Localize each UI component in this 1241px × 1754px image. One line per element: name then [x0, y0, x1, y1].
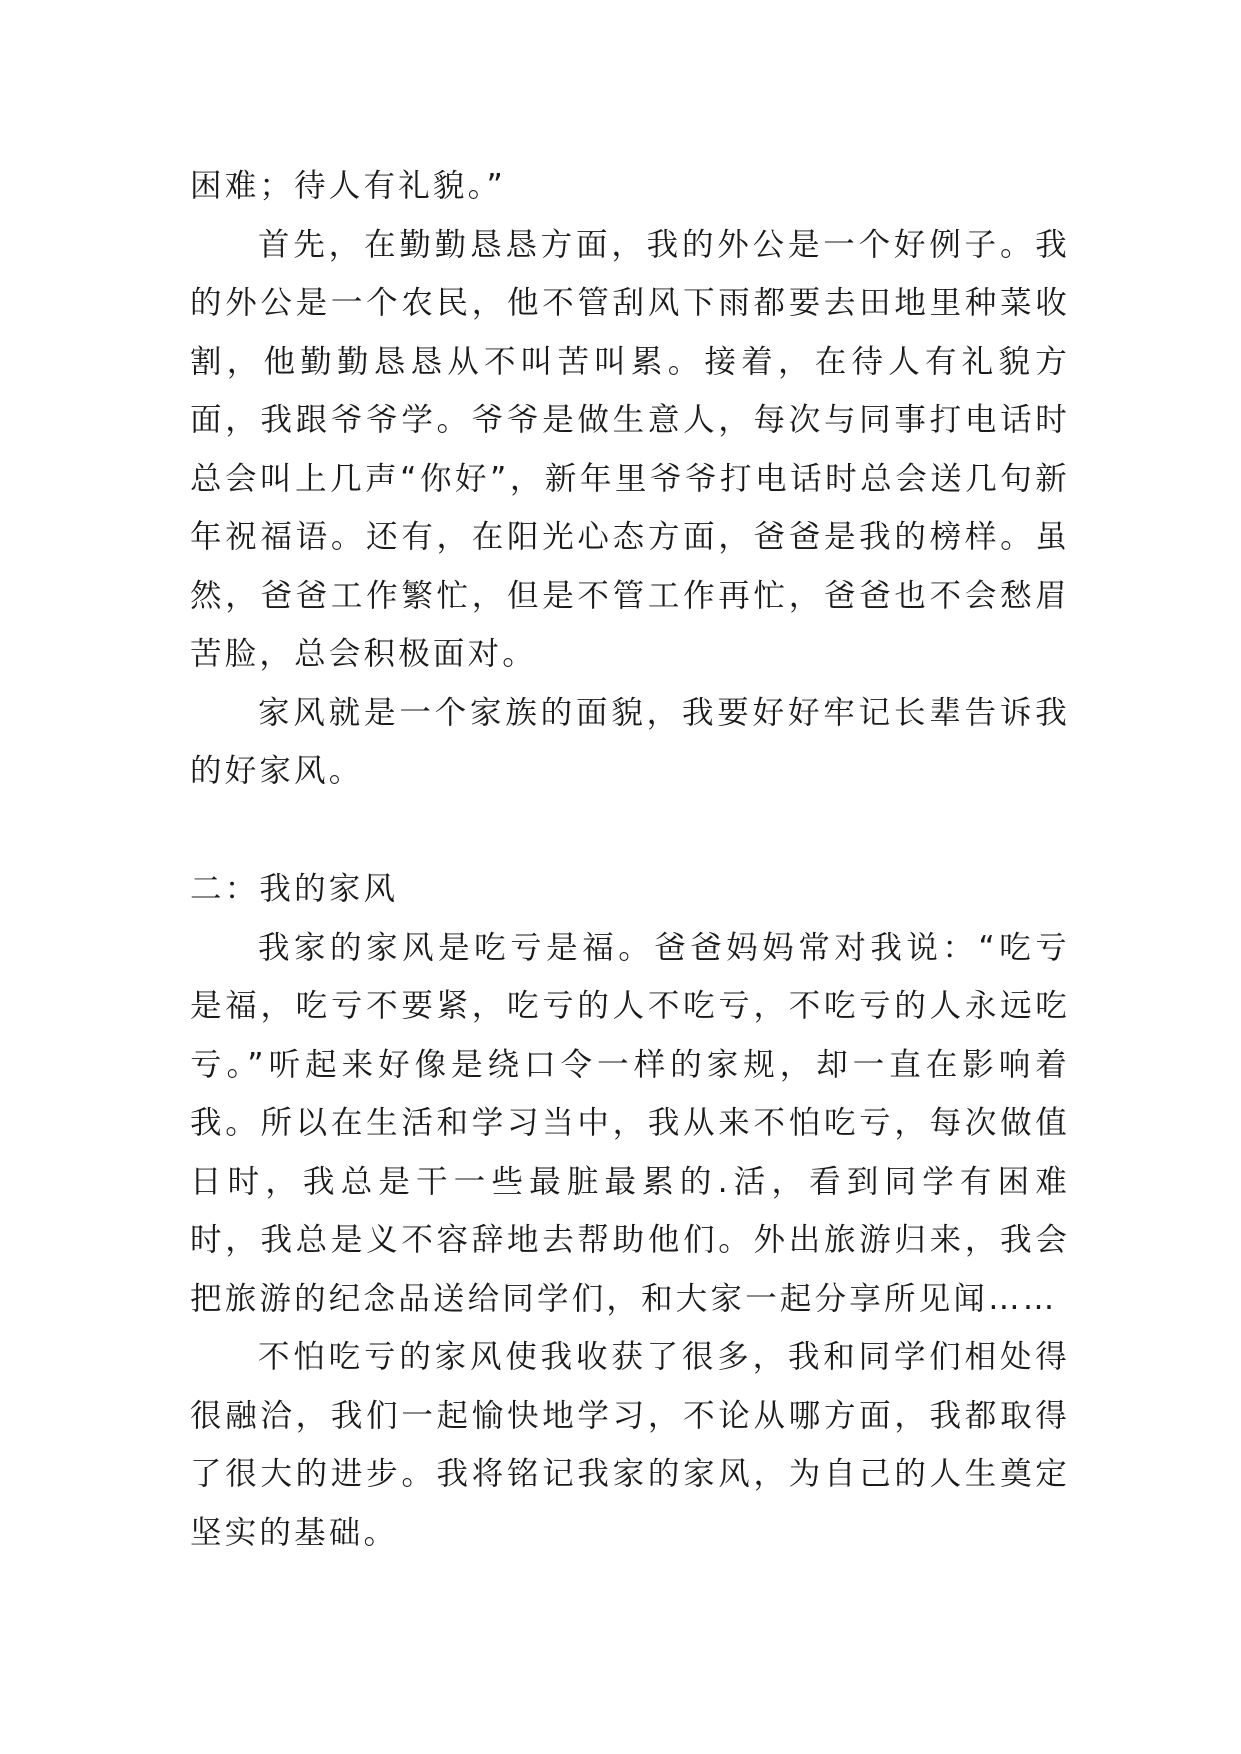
paragraph-examples: 首先，在勤勤恳恳方面，我的外公是一个好例子。我的外公是一个农民，他不管刮风下雨都要去田地里种菜收割，他勤勤恳恳从不叫苦叫累。接着，在待人有礼貌方面，我跟爷爷学。爷爷是做生意人，每次与同事打电话时总会叫上几声“你好”，新年里爷爷打电话时总会送几句新年祝福语。还有，在阳光心态方面，爸爸是我的榜样。虽然，爸爸工作繁忙，但是不管工作再忙，爸爸也不会愁眉苦脸，总会积极面对。: [190, 226, 1070, 672]
section-two: [190, 860, 1070, 1562]
paragraph-reflection: 不怕吃亏的家风使我收获了很多，我和同学们相处得很融洽，我们一起愉快地学习，不论从哪方面，我都取得了很大的进步。我将铭记我家的家风，为自己的人生奠定坚实的基础。: [190, 1339, 1070, 1551]
section-one: [190, 157, 1070, 801]
paragraph-conclusion: 家风就是一个家族的面貌，我要好好牢记长辈告诉我的好家风。: [190, 694, 1070, 789]
paragraph-family-motto: 我家的家风是吃亏是福。爸爸妈妈常对我说：“吃亏是福，吃亏不要紧，吃亏的人不吃亏，不吃亏的人永远吃亏。”听起来好像是绕口令一样的家规，却一直在影响着我。所以在生活和学习当中，我从来不怕吃亏，每次做值日时，我总是干一些最脏最累的.活，看到同学有困难时，我总是义不容辞地去帮助他们。外出旅游归来，我会把旅游的纪念品送给同学们，和大家一起分享所见闻……: [190, 929, 1070, 1317]
continuation-line: 困难；待人有礼貌。”: [190, 168, 507, 204]
section-heading: 二：我的家风: [190, 871, 399, 907]
